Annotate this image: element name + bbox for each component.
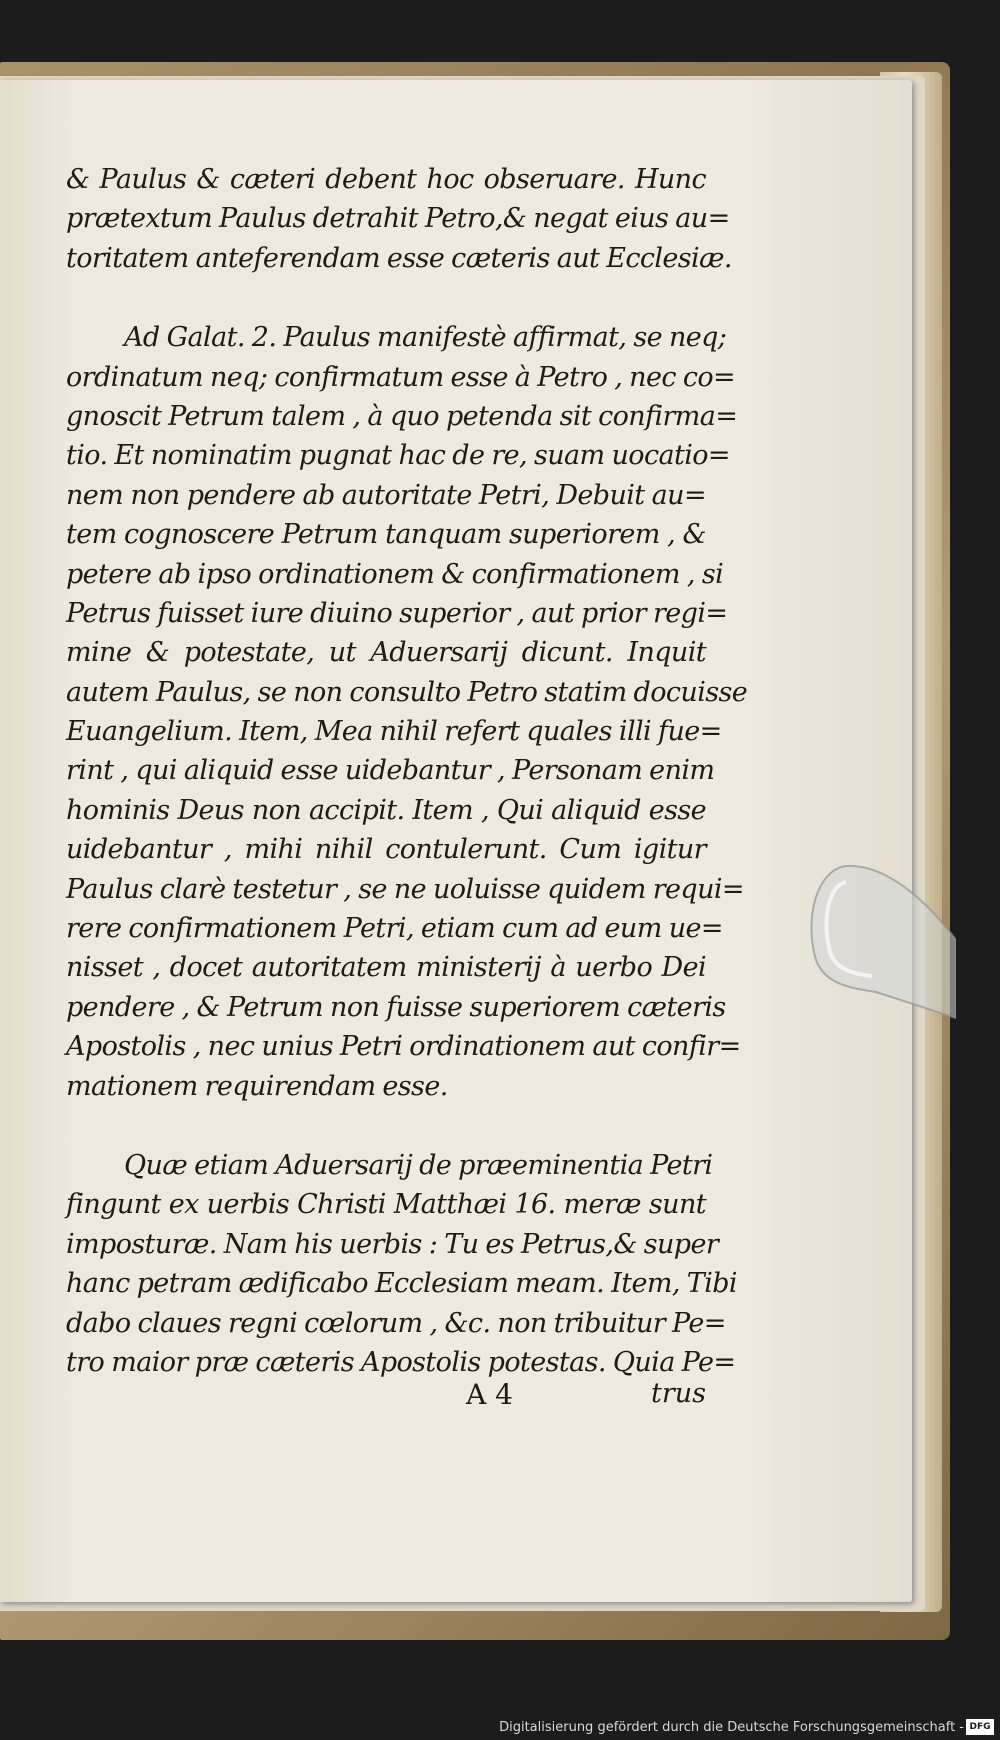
- text-line: ordinatum neq; confirmatum esse à Petro , nec co=: [66, 361, 736, 393]
- catchword: trus: [650, 1378, 706, 1409]
- text-line: pendere , & Petrum non fuisse superiorem cæteris: [66, 991, 726, 1023]
- text-line: prætextum Paulus detrahit Petro,& negat eius au=: [66, 203, 730, 235]
- text-line: dabo claues regni cœlorum , &c. non tribuitur Pe=: [66, 1307, 726, 1339]
- text-line: hominis Deus non accipit. Item , Qui aliquid esse: [66, 794, 706, 826]
- text-line: petere ab ipso ordinationem & confirmationem , si: [66, 558, 724, 590]
- text-line: & Paulus & cæteri debent hoc obseruare. Hunc: [66, 164, 706, 195]
- text-line: imposturæ. Nam his uerbis : Tu es Petrus,& super: [66, 1228, 719, 1260]
- text-line: Petrus fuisset iure diuino superior , aut prior regi=: [66, 597, 728, 629]
- text-line: nisset , docet autoritatem ministerij à uerbo Dei: [66, 952, 706, 984]
- text-line: rere confirmationem Petri, etiam cum ad eum ue=: [66, 913, 723, 945]
- text-line: Euangelium. Item, Mea nihil refert quales illi fue=: [66, 716, 722, 748]
- paragraph-2: [66, 318, 748, 1106]
- text-line: mine & potestate, ut Aduersarij dicunt. Inquit: [66, 637, 706, 669]
- text-line: Paulus clarè testetur , se ne uoluisse quidem requi=: [66, 873, 744, 905]
- signature-mark: A 4: [466, 1378, 513, 1411]
- paragraph-3: [66, 1146, 737, 1382]
- digitization-credit: Digitalisierung gefördert durch die Deutsche Forschungsgemeinschaft -: [499, 1720, 964, 1735]
- text-line: mationem requirendam esse.: [66, 1070, 448, 1102]
- text-line: autem Paulus, se non consulto Petro statim docuisse: [66, 676, 748, 708]
- text-line: uidebantur , mihi nihil contulerunt. Cum igitur: [66, 834, 706, 866]
- text-line: tem cognoscere Petrum tanquam superiorem , &: [66, 519, 706, 551]
- text-line: gnoscit Petrum talem , à quo petenda sit confirma=: [66, 400, 738, 432]
- page-footer: [66, 1378, 706, 1418]
- text-line: tio. Et nominatim pugnat hac de re, suam uocatio=: [66, 440, 730, 472]
- text-line: hanc petram ædificabo Ecclesiam meam. Item, Tibi: [66, 1268, 737, 1300]
- dfg-logo: DFG: [966, 1719, 994, 1735]
- text-line: rint , qui aliquid esse uidebantur , Personam enim: [66, 755, 715, 787]
- text-line: Ad Galat. 2. Paulus manifestè affirmat, se neq;: [124, 322, 727, 354]
- text-line: nem non pendere ab autoritate Petri, Debuit au=: [66, 479, 706, 511]
- text-line: tro maior præ cæteris Apostolis potestas. Quia Pe=: [66, 1346, 736, 1378]
- paragraph-1: [66, 160, 732, 278]
- page-text: [66, 160, 748, 1382]
- text-line: Quæ etiam Aduersarij de præeminentia Petri: [124, 1149, 713, 1181]
- text-line: fingunt ex uerbis Christi Matthæi 16. meræ sunt: [66, 1189, 706, 1221]
- text-line: toritatem anteferendam esse cæteris aut Ecclesiæ.: [66, 242, 732, 274]
- text-line: Apostolis , nec unius Petri ordinationem aut confir=: [66, 1031, 741, 1063]
